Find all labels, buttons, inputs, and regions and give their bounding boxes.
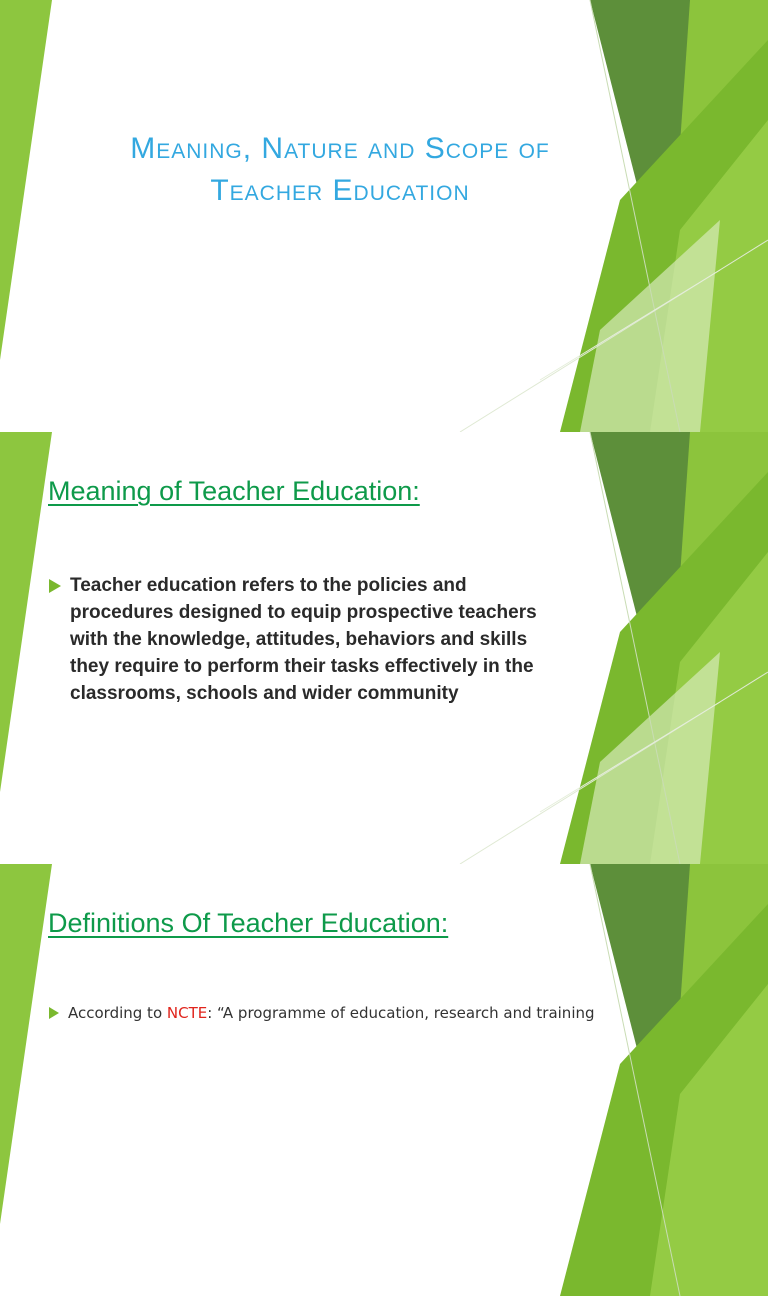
bullet-item [48, 572, 570, 707]
triangle-right-icon [48, 1006, 60, 1020]
ncte-highlight: NCTE [166, 1004, 208, 1022]
bullet-text [68, 1002, 595, 1024]
slide-meaning [0, 432, 768, 864]
triangle-right-icon [48, 577, 62, 595]
page-title: Meaning, Nature and Scope of Teacher Education [130, 132, 550, 207]
section-heading: Definitions Of Teacher Education: [48, 908, 449, 938]
bullet-prefix: According to [68, 1004, 167, 1022]
bullet-text: Teacher education refers to the policies and procedures designed to equip prospective teachers with the knowledge, attitudes, behaviors and skills they require to perform their tasks effectively in the classrooms, schools and wider community [70, 575, 537, 704]
bullet-rest: : “A programme of education, research and training [207, 1004, 595, 1022]
section-heading: Meaning of Teacher Education: [48, 476, 420, 506]
slide-definitions [0, 864, 768, 1296]
bullet-item [48, 1002, 595, 1024]
green-decoration [0, 0, 768, 432]
slide-title [0, 0, 768, 432]
